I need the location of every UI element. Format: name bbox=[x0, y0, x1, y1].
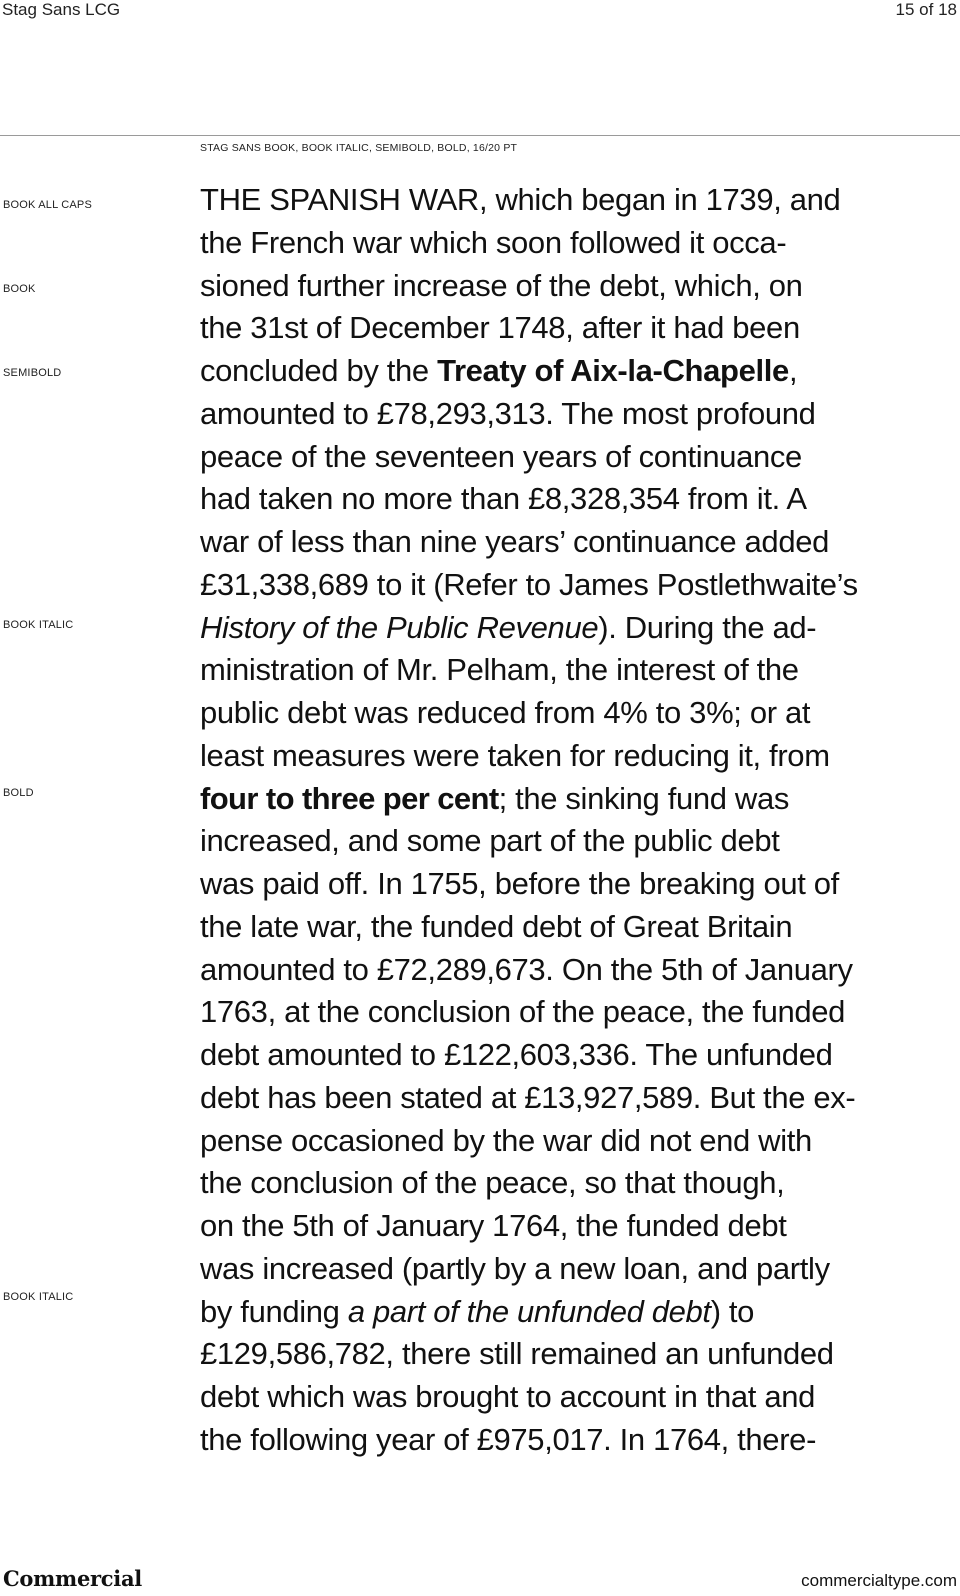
text-line: pense occasioned by the war did not end with bbox=[200, 1122, 812, 1158]
text-line bbox=[200, 607, 940, 650]
side-label-bold: BOLD bbox=[3, 787, 34, 799]
side-label-book: BOOK bbox=[3, 283, 36, 295]
commercial-logo: Commercial bbox=[3, 1566, 142, 1591]
semibold-text-run: Treaty of Aix-la-Chapelle bbox=[437, 353, 789, 388]
text-line bbox=[200, 1291, 940, 1334]
text-line: peace of the seventeen years of continuance bbox=[200, 438, 802, 474]
bold-text-run: four to three per cent bbox=[200, 780, 499, 816]
text-run: , bbox=[788, 353, 798, 388]
italic-text-run: History of the Public Revenue bbox=[200, 609, 599, 645]
text-line: the conclusion of the peace, so that though, bbox=[200, 1165, 785, 1201]
text-line: 1763, at the conclusion of the peace, the funded bbox=[200, 994, 846, 1030]
text-line: war of less than nine years’ continuance added bbox=[200, 524, 829, 559]
italic-text-run: a part of the unfunded debt bbox=[347, 1293, 711, 1329]
page-indicator: 15 of 18 bbox=[895, 0, 957, 19]
text-line: ministration of Mr. Pelham, the interest of the bbox=[200, 652, 799, 688]
text-line: amounted to £78,293,313. The most profound bbox=[200, 395, 816, 431]
text-line: had taken no more than £8,328,354 from it. A bbox=[200, 481, 807, 517]
text-line: was increased (partly by a new loan, and partly bbox=[200, 1250, 830, 1286]
text-line: sioned further increase of the debt, which, on bbox=[200, 267, 803, 303]
text-run: ). During the ad- bbox=[598, 609, 817, 645]
specimen-text-block bbox=[200, 179, 940, 1462]
side-label-book-italic: BOOK ITALIC bbox=[3, 619, 74, 631]
text-line: debt amounted to £122,603,336. The unfunded bbox=[200, 1037, 833, 1072]
text-line: THE SPANISH WAR, which began in 1739, and bbox=[200, 182, 841, 217]
text-line: £31,338,689 to it (Refer to James Postlethwaite’s bbox=[200, 566, 858, 602]
text-line: least measures were taken for reducing it, from bbox=[200, 737, 830, 773]
text-line: was paid off. In 1755, before the breaking out of bbox=[200, 866, 839, 901]
text-line bbox=[200, 350, 940, 393]
text-line bbox=[200, 778, 940, 821]
text-line: the 31st of December 1748, after it had been bbox=[200, 310, 800, 346]
text-line: public debt was reduced from 4% to 3%; or at bbox=[200, 695, 811, 730]
text-run: ) to bbox=[710, 1293, 755, 1329]
document-title: Stag Sans LCG bbox=[2, 0, 121, 19]
text-line: amounted to £72,289,673. On the 5th of January bbox=[200, 951, 853, 987]
website-link[interactable]: commercialtype.com bbox=[801, 1571, 957, 1590]
text-run: concluded by the bbox=[200, 353, 438, 388]
text-line: increased, and some part of the public debt bbox=[200, 823, 780, 859]
text-line: on the 5th of January 1764, the funded debt bbox=[200, 1208, 787, 1243]
text-line: debt which was brought to account in that and bbox=[200, 1379, 815, 1414]
text-line: the French war which soon followed it occa- bbox=[200, 224, 787, 260]
divider-rule bbox=[0, 135, 960, 136]
text-line: the late war, the funded debt of Great Britain bbox=[200, 908, 793, 944]
side-label-semibold: SEMIBOLD bbox=[3, 367, 62, 379]
text-run: ; the sinking fund was bbox=[498, 780, 789, 816]
text-line: the following year of £975,017. In 1764, there- bbox=[200, 1421, 817, 1457]
text-line: debt has been stated at £13,927,589. But the ex- bbox=[200, 1079, 856, 1115]
side-label-book-all-caps: BOOK ALL CAPS bbox=[3, 199, 93, 211]
text-line: £129,586,782, there still remained an unfunded bbox=[200, 1336, 834, 1372]
specimen-caption: STAG SANS BOOK, BOOK ITALIC, SEMIBOLD, BOLD, 16/20 PT bbox=[200, 142, 518, 154]
text-run: by funding bbox=[200, 1293, 348, 1329]
side-label-book-italic-2: BOOK ITALIC bbox=[3, 1291, 74, 1303]
